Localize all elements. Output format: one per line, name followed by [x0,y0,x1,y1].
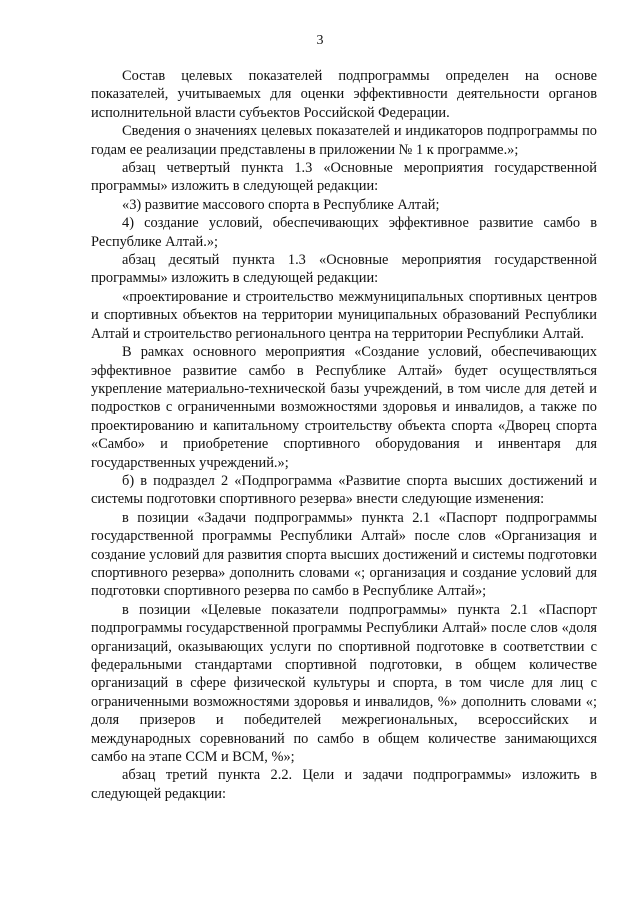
page-number: 3 [316,33,324,48]
paragraph-5: 4) создание условий, обеспечивающих эффективное развитие самбо в Республике Алтай.»; [91,215,597,250]
paragraph-11: в позиции «Целевые показатели подпрограммы» пункта 2.1 «Паспорт подпрограммы государственной программы Республики Алтай» после слов «доля организаций, оказывающих услуги по спортивной подготовке в соответствии с федеральными стандартами спортивной подготовки, в общем количестве организаций в сфере физической культуры и спорта, в том числе для лиц с ограниченными возможностями здоровья и инвалидов, %» дополнить словами «; доля призеров и победителей межрегиональных, всероссийских и международных соревнований по самбо в общем количестве занимающихся самбо на этапе ССМ и ВСМ, %»; [91,601,597,766]
paragraph-6: абзац десятый пункта 1.3 «Основные мероприятия государственной программы» изложить в следующей редакции: [91,252,597,287]
paragraph-10: в позиции «Задачи подпрограммы» пункта 2.1 «Паспорт подпрограммы государственной программы Республики Алтай» после слов «Организация и создание условий для развития спорта высших достижений и системы подготовки спортивного резерва» дополнить словами «; организация и создание условий для подготовки спортивного резерва по самбо в Республике Алтай»; [91,509,597,600]
document-body [91,67,597,803]
paragraph-12: абзац третий пункта 2.2. Цели и задачи подпрограммы» изложить в следующей редакции: [91,767,597,802]
paragraph-3: абзац четвертый пункта 1.3 «Основные мероприятия государственной программы» изложить в следующей редакции: [91,160,597,195]
paragraph-9: б) в подраздел 2 «Подпрограмма «Развитие спорта высших достижений и системы подготовки спортивного резерва» внести следующие изменения: [91,472,597,508]
paragraph-4: «3) развитие массового спорта в Республике Алтай; [122,196,440,213]
paragraph-7: «проектирование и строительство межмуниципальных спортивных центров и спортивных объектов на территории муниципальных образований Республики Алтай и строительство регионального центра на территории Республики Алтай. [91,288,597,342]
paragraph-1: Состав целевых показателей подпрограммы определен на основе показателей, учитываемых для оценки эффективности деятельности органов исполнительной власти субъектов Российской Федерации. [91,68,597,121]
paragraph-8: В рамках основного мероприятия «Создание условий, обеспечивающих эффективное развитие самбо в Республике Алтай» будет осуществляться укрепление материально-технической базы учреждений, в том числе для детей и подростков с ограниченными возможностями здоровья и инвалидов, а также по проектированию и капитальному строительству объекта спорта «Дворец спорта «Самбо» и приобретение спортивного оборудования и инвентаря для государственных учреждений.»; [91,344,597,471]
paragraph-2: Сведения о значениях целевых показателей и индикаторов подпрограммы по годам ее реализации представлены в приложении № 1 к программе.»; [91,123,597,158]
